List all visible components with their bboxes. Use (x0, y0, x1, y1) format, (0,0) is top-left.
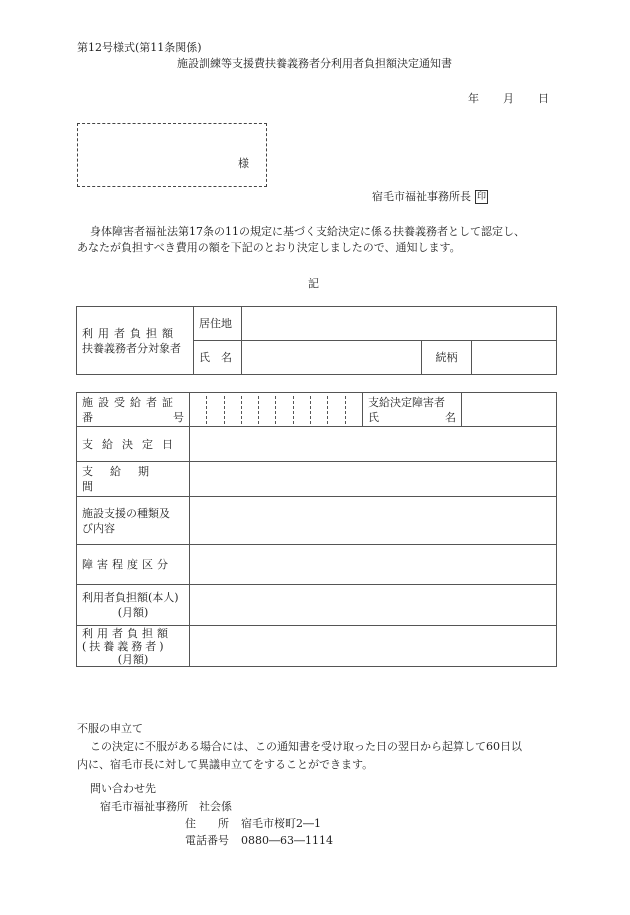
issuer-name: 宿毛市福祉事務所長 (372, 190, 471, 203)
guardian-table (76, 306, 557, 375)
form-number: 第12号様式(第11条関係) (77, 41, 202, 54)
cert-digit-row (190, 396, 362, 424)
contact-office: 宿毛市福祉事務所 社会係 (100, 800, 232, 813)
date-month: 月 (503, 92, 514, 105)
cert-label-top: 施設受給者証 (82, 395, 178, 409)
guardian-amount-line1: 利用者負担額 (82, 626, 172, 640)
cert-label-bottom-right: 号 (173, 410, 184, 424)
address-value[interactable] (242, 307, 557, 341)
document-title: 施設訓練等支援費扶養義務者分利用者負担額決定通知書 (177, 57, 452, 70)
disabled-label-bottom (368, 410, 456, 425)
appeal-line-1: この決定に不服がある場合には、この通知書を受け取った日の翌日から起算して60日以 (90, 740, 522, 753)
appeal-line-2: 内に、宿毛市長に対して異議申立てをすることができます。 (77, 758, 374, 771)
seal-mark: 印 (476, 192, 486, 202)
contact-address-label: 住 所 (185, 817, 229, 830)
guardian-amount-line3: (月額) (117, 652, 149, 666)
relation-value[interactable] (472, 341, 557, 375)
guardian-amount-value[interactable] (190, 626, 557, 667)
support-type-value[interactable] (190, 497, 557, 545)
cert-digit[interactable] (276, 396, 293, 424)
self-amount-label (77, 585, 190, 626)
disabled-label-bottom-right: 名 (445, 410, 456, 424)
support-type-line1: 施設支援の種類及 (82, 506, 170, 520)
appeal-heading: 不服の申立て (77, 722, 143, 735)
cert-label-bottom (82, 410, 184, 425)
contact-phone: 0880―63―1114 (241, 834, 333, 847)
disability-level-value[interactable] (190, 545, 557, 585)
cert-number-boxes[interactable] (190, 393, 363, 427)
cert-digit[interactable] (259, 396, 276, 424)
cert-digit[interactable] (294, 396, 311, 424)
disabled-label-top: 支給決定障害者 (368, 395, 445, 409)
issuer (372, 190, 488, 204)
support-type-label (77, 497, 190, 545)
body-line-1: 身体障害者福祉法第17条の11の規定に基づく支給決定に係る扶養義務者として認定し、 (90, 225, 525, 238)
decision-date-label: 支給決定日 (77, 427, 190, 462)
contact-address: 宿毛市桜町2―1 (241, 817, 321, 830)
cert-label-cell (77, 393, 190, 427)
guardian-header-cell (77, 307, 194, 375)
addressee-box (77, 123, 267, 187)
cert-digit[interactable] (190, 396, 207, 424)
disabled-label-bottom-left: 氏 (368, 410, 379, 424)
address-label: 居住地 (194, 307, 242, 341)
name-label: 氏 名 (194, 341, 242, 375)
period-value[interactable] (190, 462, 557, 497)
guardian-amount-line2: (扶養義務者) (82, 639, 167, 653)
self-amount-line2: (月額) (117, 606, 149, 619)
contact-phone-label: 電話番号 (185, 834, 229, 847)
addressee-honorific: 様 (238, 157, 249, 170)
contact-heading: 問い合わせ先 (90, 782, 156, 795)
date-year: 年 (468, 92, 479, 105)
decision-date-value[interactable] (190, 427, 557, 462)
cert-digit[interactable] (328, 396, 345, 424)
disability-level-label: 障害程度区分 (77, 545, 190, 585)
support-type-line2: び内容 (82, 521, 115, 535)
ki-heading: 記 (308, 277, 319, 290)
cert-digit[interactable] (346, 396, 362, 424)
cert-digit[interactable] (311, 396, 328, 424)
name-value[interactable] (242, 341, 422, 375)
cert-digit[interactable] (242, 396, 259, 424)
cert-digit[interactable] (225, 396, 242, 424)
decision-table (76, 392, 557, 667)
guardian-header-line2: 扶養義務者分対象者 (82, 341, 181, 355)
body-line-2: あなたが負担すべき費用の額を下記のとおり決定しましたので、通知します。 (77, 241, 461, 254)
cert-digit[interactable] (207, 396, 224, 424)
disabled-label-cell (363, 393, 462, 427)
guardian-header-line1: 利用者負担額 (82, 326, 178, 340)
cert-label-bottom-left: 番 (82, 410, 93, 424)
self-amount-line1: 利用者負担額(本人) (82, 591, 179, 604)
self-amount-value[interactable] (190, 585, 557, 626)
disabled-name-value[interactable] (462, 393, 557, 427)
relation-label: 続柄 (422, 341, 472, 375)
guardian-amount-label (77, 626, 190, 667)
period-label: 支給期間 (77, 462, 190, 497)
date-day: 日 (538, 92, 549, 105)
